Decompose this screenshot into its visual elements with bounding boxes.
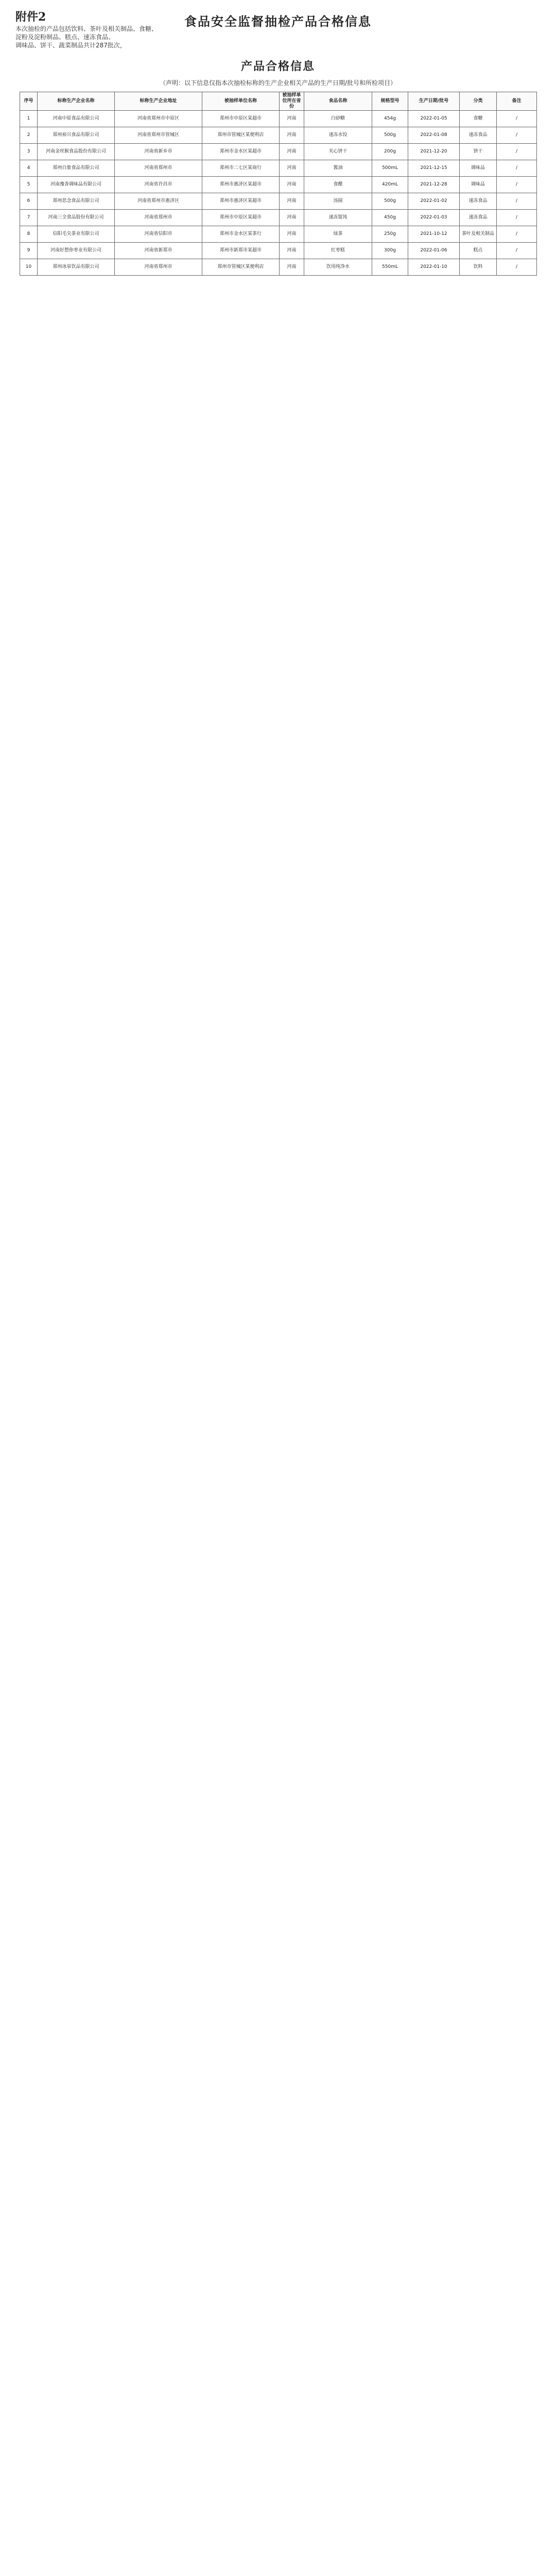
table-cell: 食糖 [460,111,497,127]
table-cell: 调味品 [460,160,497,177]
table-cell: 郑州裕兴食品有限公司 [38,127,115,144]
table-cell: 河南中原食品有限公司 [38,111,115,127]
table-cell: 2021-10-12 [408,226,460,243]
header-cell-date: 生产日期/批号 [408,92,460,111]
table-cell: 速冻食品 [460,127,497,144]
header-cell-note: 备注 [497,92,537,111]
table-cell: 200g [372,144,408,160]
table-cell: 调味品 [460,177,497,193]
table-cell: 500g [372,127,408,144]
table-cell: 8 [20,226,38,243]
table-cell: 5 [20,177,38,193]
table-cell: 河南省郑州市 [115,259,202,276]
table-cell: 550mL [372,259,408,276]
table-cell: 河南金丝猴食品股份有限公司 [38,144,115,160]
table-cell: 250g [372,226,408,243]
table-cell: 郑州市惠济区某超市 [202,177,280,193]
table-cell: 速冻食品 [460,210,497,226]
table-cell: 郑州市金水区某超市 [202,144,280,160]
table-cell: 河南豫香调味品有限公司 [38,177,115,193]
table-cell: 454g [372,111,408,127]
table-cell: 汤圆 [304,193,372,210]
table-cell: 白砂糖 [304,111,372,127]
table-cell: 郑州市中原区某超市 [202,210,280,226]
header-row [20,92,537,111]
attachment-label: 附件2 [15,10,46,24]
table-cell: 食醋 [304,177,372,193]
table-row [20,259,537,276]
table-cell: 2022-01-05 [408,111,460,127]
table-cell: / [497,144,537,160]
table-cell: 2022-01-08 [408,127,460,144]
header-cell-food-name: 食品名称 [304,92,372,111]
table-row [20,226,537,243]
table-cell: 速冻馄饨 [304,210,372,226]
table-cell: 2022-01-03 [408,210,460,226]
table-cell: 速冻水饺 [304,127,372,144]
table-cell: 酱油 [304,160,372,177]
table-cell: 河南省郑州市中原区 [115,111,202,127]
table-cell: 速冻食品 [460,193,497,210]
table-cell: 郑州市金水区某茶行 [202,226,280,243]
table-cell: 信阳毛尖茶业有限公司 [38,226,115,243]
table-cell: 郑州思念食品有限公司 [38,193,115,210]
table-cell: / [497,226,537,243]
table-row [20,177,537,193]
table-cell: 420mL [372,177,408,193]
table-cell: 2022-01-06 [408,243,460,259]
intro-note-line: 本次抽检的产品包括饮料、茶叶及相关制品、食糖、 [15,25,158,32]
table-cell: 河南省许昌市 [115,177,202,193]
table-row [20,193,537,210]
table-cell: 河南 [280,259,304,276]
table-cell: 2022-01-10 [408,259,460,276]
table-cell: 郑州市管城区某便利店 [202,259,280,276]
table-cell: 500mL [372,160,408,177]
table-cell: 河南省新郑市 [115,243,202,259]
header-cell-enterprise-address: 标称生产企业地址 [115,92,202,111]
table-cell: 500g [372,193,408,210]
table-cell: 7 [20,210,38,226]
table-cell: 河南 [280,127,304,144]
table-cell: 河南好想你枣业有限公司 [38,243,115,259]
table-cell: 450g [372,210,408,226]
table-cell: 茶叶及相关制品 [460,226,497,243]
table-cell: 300g [372,243,408,259]
table-header [20,92,537,111]
table-cell: / [497,111,537,127]
table-row [20,160,537,177]
table-cell: 夹心饼干 [304,144,372,160]
header-cell-spec: 规格型号 [372,92,408,111]
table-cell: / [497,193,537,210]
intro-note-line: 淀粉及淀粉制品、糕点、速冻食品、 [15,33,115,41]
header-cell-category: 分类 [460,92,497,111]
table-cell: 2021-12-20 [408,144,460,160]
table-cell: 糕点 [460,243,497,259]
table-cell: 饮用纯净水 [304,259,372,276]
header-cell-enterprise: 标称生产企业名称 [38,92,115,111]
table-cell: 2021-12-28 [408,177,460,193]
intro-note-line: 调味品、饼干、蔬菜制品共计287批次， [15,42,126,49]
table-cell: 河南省郑州市管城区 [115,127,202,144]
table-cell: 河南 [280,210,304,226]
table-description: （声明：以下信息仅指本次抽检标称的生产企业相关产品的生产日期/批号和所检项目） [159,79,397,87]
table-row [20,210,537,226]
table-cell: 河南 [280,177,304,193]
table-cell: 河南 [280,193,304,210]
table-cell: 河南省郑州市惠济区 [115,193,202,210]
header-cell-sampled-unit: 被抽样单位名称 [202,92,280,111]
table-row [20,127,537,144]
table-cell: 郑州冰泉饮品有限公司 [38,259,115,276]
table-cell: 河南省信阳市 [115,226,202,243]
table-row [20,243,537,259]
table-cell: / [497,177,537,193]
table-cell: 郑州白象食品有限公司 [38,160,115,177]
table-body [20,111,537,276]
table-row [20,111,537,127]
table-cell: 绿茶 [304,226,372,243]
table-cell: 10 [20,259,38,276]
table-cell: 郑州市管城区某便利店 [202,127,280,144]
table-cell: 郑州市二七区某商行 [202,160,280,177]
page-title: 食品安全监督抽检产品合格信息 [184,14,372,29]
results-table [20,92,537,276]
section-title: 产品合格信息 [240,60,315,73]
table-cell: 2 [20,127,38,144]
table-cell: / [497,210,537,226]
table-row [20,144,537,160]
table-cell: 2022-01-02 [408,193,460,210]
table-cell: 河南 [280,144,304,160]
table-cell: 1 [20,111,38,127]
table-wrapper [20,92,536,276]
table-cell: 河南三全食品股份有限公司 [38,210,115,226]
header-cell-no: 序号 [20,92,38,111]
table-cell: 4 [20,160,38,177]
table-cell: 河南省新乡市 [115,144,202,160]
table-cell: 河南省郑州市 [115,210,202,226]
table-cell: / [497,127,537,144]
table-cell: 饼干 [460,144,497,160]
header-cell-province: 被抽样单位所在省份 [280,92,304,111]
table-cell: 2021-12-15 [408,160,460,177]
table-cell: 河南 [280,111,304,127]
table-cell: 郑州市中原区某超市 [202,111,280,127]
table-cell: 9 [20,243,38,259]
table-cell: / [497,243,537,259]
table-cell: 河南省郑州市 [115,160,202,177]
table-cell: / [497,259,537,276]
table-cell: 河南 [280,226,304,243]
table-cell: / [497,160,537,177]
table-cell: 3 [20,144,38,160]
table-cell: 河南 [280,160,304,177]
table-cell: 6 [20,193,38,210]
table-cell: 郑州市新郑市某超市 [202,243,280,259]
table-cell: 饮料 [460,259,497,276]
table-cell: 红枣糕 [304,243,372,259]
table-cell: 河南 [280,243,304,259]
table-cell: 郑州市惠济区某超市 [202,193,280,210]
